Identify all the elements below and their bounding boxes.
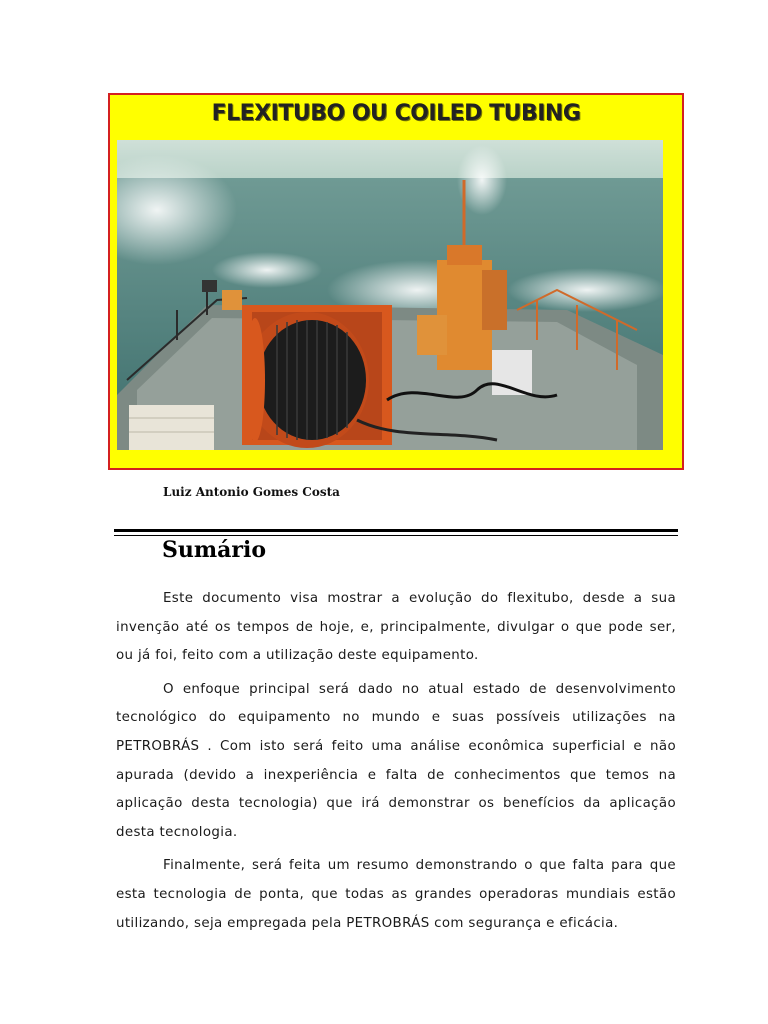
- summary-paragraph: Este documento visa mostrar a evolução do flexitubo, desde a sua invenção até os tempos de hoje, e, principalmente, divulgar o que pode ser, ou já foi, feito com a utilização deste equipamento.: [116, 591, 676, 664]
- section-divider-thin: [114, 535, 678, 536]
- cover-title: FLEXITUBO OU COILED TUBING: [211, 101, 581, 126]
- cover-box: [108, 93, 684, 470]
- offshore-vessel-photo: [117, 140, 663, 450]
- author-name: Luiz Antonio Gomes Costa: [163, 485, 340, 499]
- summary-paragraph: O enfoque principal será dado no atual estado de desenvolvimento tecnológico do equipamento no mundo e suas possíveis utilizações na PETROBRÁS . Com isto será feito uma análise econômica superficial e não apurada (devido a inexperiência e falta de conhecimentos que temos na aplicação desta tecnologia) que irá demonstrar os benefícios da aplicação desta tecnologia.: [116, 681, 676, 840]
- summary-paragraph: Finalmente, será feita um resumo demonstrando o que falta para que esta tecnologia de ponta, que todas as grandes operadoras mundiais estão utilizando, seja empregada pela PETROBRÁS com segurança e eficácia.: [116, 858, 676, 931]
- summary-body: [116, 585, 676, 943]
- section-divider-thick: [114, 529, 678, 532]
- summary-heading: Sumário: [162, 537, 267, 563]
